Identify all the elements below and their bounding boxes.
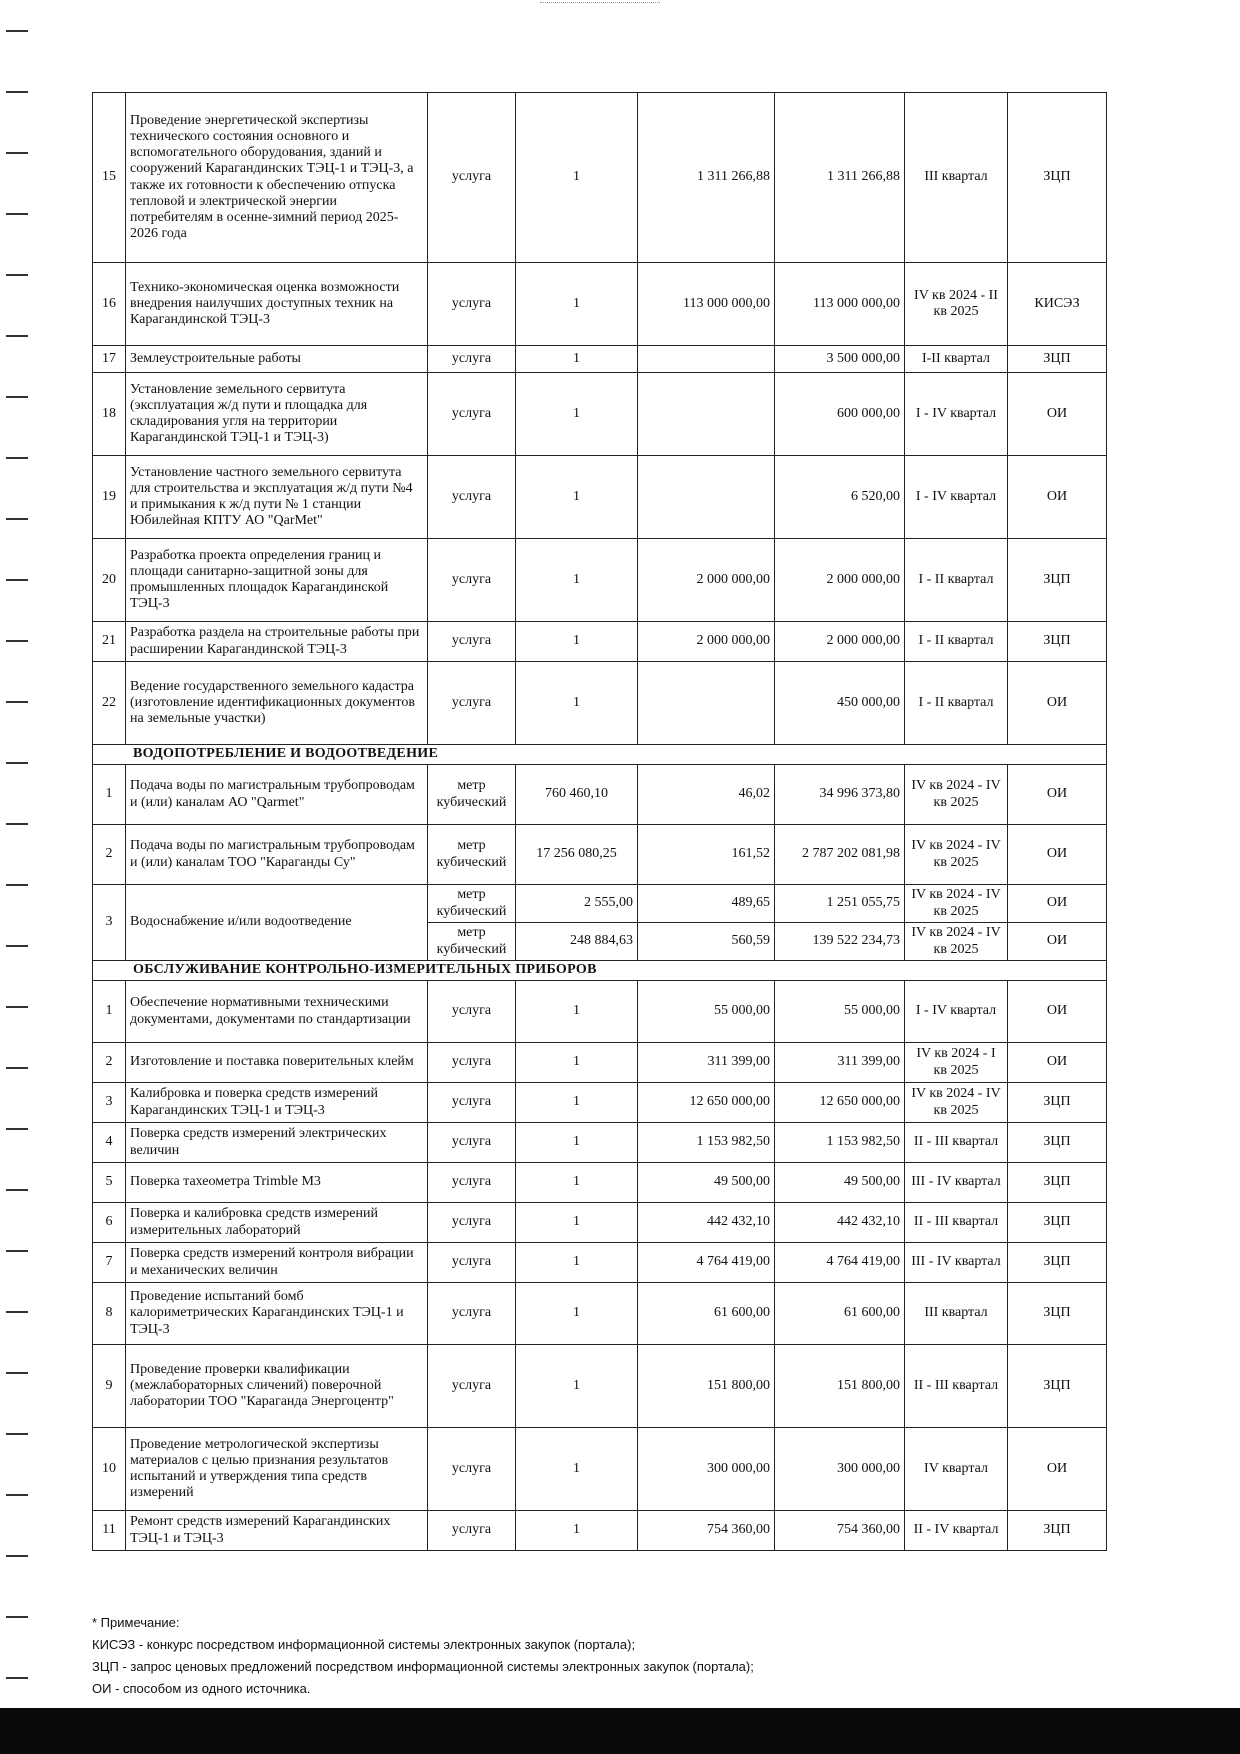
row-number: 5 xyxy=(93,1163,126,1203)
row-sum: 300 000,00 xyxy=(775,1428,905,1511)
row-price: 151 800,00 xyxy=(638,1345,775,1428)
row-number: 7 xyxy=(93,1243,126,1283)
row-price: 1 311 266,88 xyxy=(638,93,775,263)
row-price: 55 000,00 xyxy=(638,981,775,1043)
binding-mark xyxy=(6,213,28,216)
row-price: 489,65 xyxy=(638,885,775,923)
row-unit: услуга xyxy=(428,93,516,263)
row-method: ЗЦП xyxy=(1008,1083,1107,1123)
procurement-table-body xyxy=(93,93,1107,1551)
row-period: IV кв 2024 - IV кв 2025 xyxy=(905,825,1008,885)
row-period: IV кв 2024 - IV кв 2025 xyxy=(905,765,1008,825)
scan-top-mark xyxy=(540,2,660,5)
row-sum: 311 399,00 xyxy=(775,1043,905,1083)
row-unit: услуга xyxy=(428,622,516,662)
row-sum: 151 800,00 xyxy=(775,1345,905,1428)
row-name: Изготовление и поставка поверительных клейм xyxy=(126,1043,428,1083)
row-period: II - III квартал xyxy=(905,1203,1008,1243)
row-name: Поверка средств измерений электрических величин xyxy=(126,1123,428,1163)
binding-mark xyxy=(6,762,28,765)
row-method: ЗЦП xyxy=(1008,1123,1107,1163)
row-quantity: 1 xyxy=(516,263,638,346)
row-method: ЗЦП xyxy=(1008,1511,1107,1551)
row-number: 19 xyxy=(93,456,126,539)
footnote-zcp: ЗЦП - запрос ценовых предложений посредством информационной системы электронных закупок (портала); xyxy=(92,1659,754,1674)
section-title: ВОДОПОТРЕБЛЕНИЕ И ВОДООТВЕДЕНИЕ xyxy=(93,745,1107,765)
row-price xyxy=(638,662,775,745)
row-number: 4 xyxy=(93,1123,126,1163)
row-period: IV кв 2024 - II кв 2025 xyxy=(905,263,1008,346)
procurement-table xyxy=(92,92,1107,1551)
row-name: Поверка средств измерений контроля вибрации и механических величин xyxy=(126,1243,428,1283)
row-method: ОИ xyxy=(1008,825,1107,885)
row-unit: метр кубический xyxy=(428,885,516,923)
row-unit: услуга xyxy=(428,1428,516,1511)
row-name: Проведение проверки квалификации (межлабораторных сличений) поверочной лаборатории ТОО "Караганда Энергоцентр" xyxy=(126,1345,428,1428)
row-unit: услуга xyxy=(428,1123,516,1163)
row-period: IV квартал xyxy=(905,1428,1008,1511)
row-quantity: 1 xyxy=(516,539,638,622)
binding-mark xyxy=(6,1128,28,1131)
row-period: I - IV квартал xyxy=(905,981,1008,1043)
row-period: II - III квартал xyxy=(905,1345,1008,1428)
row-name: Ведение государственного земельного кадастра (изготовление идентификационных документов на земельные участки) xyxy=(126,662,428,745)
row-unit: услуга xyxy=(428,346,516,373)
row-name: Разработка раздела на строительные работы при расширении Карагандинской ТЭЦ-3 xyxy=(126,622,428,662)
footnote-oi: ОИ - способом из одного источника. xyxy=(92,1681,311,1696)
row-price xyxy=(638,373,775,456)
row-unit: услуга xyxy=(428,263,516,346)
row-unit: услуга xyxy=(428,373,516,456)
scan-bottom-edge xyxy=(0,1708,1240,1754)
binding-mark xyxy=(6,701,28,704)
row-sum: 1 153 982,50 xyxy=(775,1123,905,1163)
table-row xyxy=(93,456,1107,539)
row-sum: 600 000,00 xyxy=(775,373,905,456)
row-sum: 55 000,00 xyxy=(775,981,905,1043)
table-row xyxy=(93,981,1107,1043)
row-quantity: 248 884,63 xyxy=(516,923,638,961)
row-method: ЗЦП xyxy=(1008,1163,1107,1203)
row-quantity: 1 xyxy=(516,1083,638,1123)
row-price: 2 000 000,00 xyxy=(638,539,775,622)
binding-mark xyxy=(6,1555,28,1558)
row-sum: 4 764 419,00 xyxy=(775,1243,905,1283)
table-row xyxy=(93,539,1107,622)
row-price: 161,52 xyxy=(638,825,775,885)
row-quantity: 1 xyxy=(516,93,638,263)
binding-mark xyxy=(6,945,28,948)
row-number: 6 xyxy=(93,1203,126,1243)
row-method: ЗЦП xyxy=(1008,622,1107,662)
row-quantity: 1 xyxy=(516,1123,638,1163)
row-sum: 3 500 000,00 xyxy=(775,346,905,373)
table-row xyxy=(93,1283,1107,1345)
row-quantity: 1 xyxy=(516,373,638,456)
row-period: IV кв 2024 - IV кв 2025 xyxy=(905,1083,1008,1123)
row-period: IV кв 2024 - IV кв 2025 xyxy=(905,885,1008,923)
binding-mark xyxy=(6,1067,28,1070)
row-price: 12 650 000,00 xyxy=(638,1083,775,1123)
row-unit: услуга xyxy=(428,1163,516,1203)
binding-mark xyxy=(6,823,28,826)
row-period: I - II квартал xyxy=(905,622,1008,662)
row-quantity: 17 256 080,25 xyxy=(516,825,638,885)
binding-mark xyxy=(6,91,28,94)
binding-mark xyxy=(6,1433,28,1436)
row-number: 1 xyxy=(93,981,126,1043)
row-method: ОИ xyxy=(1008,373,1107,456)
row-quantity: 760 460,10 xyxy=(516,765,638,825)
row-method: ЗЦП xyxy=(1008,93,1107,263)
row-number: 1 xyxy=(93,765,126,825)
row-number: 20 xyxy=(93,539,126,622)
row-quantity: 2 555,00 xyxy=(516,885,638,923)
row-period: I - IV квартал xyxy=(905,373,1008,456)
table-row xyxy=(93,765,1107,825)
table-row xyxy=(93,373,1107,456)
row-unit: метр кубический xyxy=(428,923,516,961)
footnotes xyxy=(92,1612,1092,1700)
table-row xyxy=(93,1123,1107,1163)
row-unit: услуга xyxy=(428,1083,516,1123)
binding-mark xyxy=(6,457,28,460)
row-unit: услуга xyxy=(428,662,516,745)
row-name: Установление частного земельного сервитута для строительства и эксплуатация ж/д пути №4 и примыкания к ж/д пути № 1 станции Юбилейная КПТУ АО "QarMet" xyxy=(126,456,428,539)
row-sum: 1 251 055,75 xyxy=(775,885,905,923)
row-number: 9 xyxy=(93,1345,126,1428)
row-sum: 754 360,00 xyxy=(775,1511,905,1551)
row-method: ЗЦП xyxy=(1008,1203,1107,1243)
row-quantity: 1 xyxy=(516,1243,638,1283)
row-name: Технико-экономическая оценка возможности внедрения наилучших доступных техник на Карагандинской ТЭЦ-3 xyxy=(126,263,428,346)
binding-mark xyxy=(6,1311,28,1314)
row-price xyxy=(638,456,775,539)
table-row xyxy=(93,662,1107,745)
row-number: 10 xyxy=(93,1428,126,1511)
row-method: ЗЦП xyxy=(1008,1243,1107,1283)
row-name: Проведение метрологической экспертизы материалов с целью признания результатов испытаний и утверждения типа средств измерений xyxy=(126,1428,428,1511)
row-number: 2 xyxy=(93,825,126,885)
row-unit: услуга xyxy=(428,1243,516,1283)
row-sum: 2 787 202 081,98 xyxy=(775,825,905,885)
row-number: 15 xyxy=(93,93,126,263)
row-method: ЗЦП xyxy=(1008,1345,1107,1428)
row-quantity: 1 xyxy=(516,1203,638,1243)
row-sum: 2 000 000,00 xyxy=(775,539,905,622)
row-quantity: 1 xyxy=(516,662,638,745)
row-quantity: 1 xyxy=(516,1428,638,1511)
row-quantity: 1 xyxy=(516,1283,638,1345)
row-price: 560,59 xyxy=(638,923,775,961)
row-number: 2 xyxy=(93,1043,126,1083)
row-unit: метр кубический xyxy=(428,825,516,885)
row-period: I - IV квартал xyxy=(905,456,1008,539)
row-price: 46,02 xyxy=(638,765,775,825)
row-method: ЗЦП xyxy=(1008,346,1107,373)
row-quantity: 1 xyxy=(516,456,638,539)
row-sum: 2 000 000,00 xyxy=(775,622,905,662)
table-row xyxy=(93,1163,1107,1203)
row-unit: услуга xyxy=(428,1283,516,1345)
row-method: ОИ xyxy=(1008,923,1107,961)
table-row xyxy=(93,1243,1107,1283)
binding-mark xyxy=(6,1494,28,1497)
row-unit: услуга xyxy=(428,981,516,1043)
row-method: ОИ xyxy=(1008,662,1107,745)
row-unit: услуга xyxy=(428,1043,516,1083)
row-number: 3 xyxy=(93,1083,126,1123)
row-name: Обеспечение нормативными техническими документами, документами по стандартизации xyxy=(126,981,428,1043)
row-name: Поверка и калибровка средств измерений измерительных лабораторий xyxy=(126,1203,428,1243)
row-price: 4 764 419,00 xyxy=(638,1243,775,1283)
row-price: 2 000 000,00 xyxy=(638,622,775,662)
binding-mark xyxy=(6,335,28,338)
row-sum: 34 996 373,80 xyxy=(775,765,905,825)
binding-mark xyxy=(6,152,28,155)
binding-mark xyxy=(6,1372,28,1375)
table-row xyxy=(93,1511,1107,1551)
row-quantity: 1 xyxy=(516,1163,638,1203)
row-quantity: 1 xyxy=(516,1511,638,1551)
row-price: 1 153 982,50 xyxy=(638,1123,775,1163)
row-name: Проведение испытаний бомб калориметрических Карагандинских ТЭЦ-1 и ТЭЦ-3 xyxy=(126,1283,428,1345)
row-period: I - II квартал xyxy=(905,539,1008,622)
scan-binding-marks xyxy=(0,0,40,1700)
binding-mark xyxy=(6,518,28,521)
row-sum: 442 432,10 xyxy=(775,1203,905,1243)
row-price: 300 000,00 xyxy=(638,1428,775,1511)
table-row xyxy=(93,1083,1107,1123)
row-method: КИСЭЗ xyxy=(1008,263,1107,346)
row-name: Землеустроительные работы xyxy=(126,346,428,373)
binding-mark xyxy=(6,1616,28,1619)
row-unit: услуга xyxy=(428,1203,516,1243)
table-row xyxy=(93,263,1107,346)
row-quantity: 1 xyxy=(516,346,638,373)
binding-mark xyxy=(6,274,28,277)
row-method: ОИ xyxy=(1008,1428,1107,1511)
row-number: 17 xyxy=(93,346,126,373)
row-price: 754 360,00 xyxy=(638,1511,775,1551)
row-period: IV кв 2024 - IV кв 2025 xyxy=(905,923,1008,961)
row-period: IV кв 2024 - I кв 2025 xyxy=(905,1043,1008,1083)
row-unit: услуга xyxy=(428,1511,516,1551)
row-number: 3 xyxy=(93,885,126,961)
row-sum: 61 600,00 xyxy=(775,1283,905,1345)
row-method: ЗЦП xyxy=(1008,1283,1107,1345)
row-number: 21 xyxy=(93,622,126,662)
row-quantity: 1 xyxy=(516,622,638,662)
row-method: ОИ xyxy=(1008,981,1107,1043)
row-number: 11 xyxy=(93,1511,126,1551)
row-sum: 450 000,00 xyxy=(775,662,905,745)
table-row xyxy=(93,346,1107,373)
footnote-kisez: КИСЭЗ - конкурс посредством информационной системы электронных закупок (портала); xyxy=(92,1637,636,1652)
row-number: 22 xyxy=(93,662,126,745)
binding-mark xyxy=(6,1006,28,1009)
table-row xyxy=(93,1345,1107,1428)
row-method: ОИ xyxy=(1008,456,1107,539)
row-name: Подача воды по магистральным трубопроводам и (или) каналам АО "Qarmet" xyxy=(126,765,428,825)
row-name: Проведение энергетической экспертизы технического состояния основного и вспомогательного оборудования, зданий и сооружений Карагандинских ТЭЦ-1 и ТЭЦ-3, а также их готовности к обеспечению отпуска тепловой и электрической энергии потребителям в осенне-зимний период 2025-2026 года xyxy=(126,93,428,263)
row-quantity: 1 xyxy=(516,981,638,1043)
footnote-title: * Примечание: xyxy=(92,1615,180,1630)
table-row xyxy=(93,1428,1107,1511)
row-sum: 6 520,00 xyxy=(775,456,905,539)
row-unit: услуга xyxy=(428,1345,516,1428)
row-price: 49 500,00 xyxy=(638,1163,775,1203)
row-period: I - II квартал xyxy=(905,662,1008,745)
row-quantity: 1 xyxy=(516,1345,638,1428)
row-sum: 49 500,00 xyxy=(775,1163,905,1203)
row-name: Установление земельного сервитута (эксплуатация ж/д пути и площадка для складирования угля на территории Карагандинской ТЭЦ-1 и ТЭЦ-3) xyxy=(126,373,428,456)
row-name: Подача воды по магистральным трубопроводам и (или) каналам ТОО "Караганды Су" xyxy=(126,825,428,885)
binding-mark xyxy=(6,640,28,643)
row-period: III - IV квартал xyxy=(905,1243,1008,1283)
row-name: Водоснабжение и/или водоотведение xyxy=(126,885,428,961)
row-price: 61 600,00 xyxy=(638,1283,775,1345)
row-sum: 113 000 000,00 xyxy=(775,263,905,346)
row-method: ОИ xyxy=(1008,885,1107,923)
section-title: ОБСЛУЖИВАНИЕ КОНТРОЛЬНО-ИЗМЕРИТЕЛЬНЫХ ПРИБОРОВ xyxy=(93,961,1107,981)
row-method: ОИ xyxy=(1008,765,1107,825)
binding-mark xyxy=(6,1677,28,1680)
row-sum: 12 650 000,00 xyxy=(775,1083,905,1123)
binding-mark xyxy=(6,1189,28,1192)
row-period: II - III квартал xyxy=(905,1123,1008,1163)
row-price: 442 432,10 xyxy=(638,1203,775,1243)
row-name: Ремонт средств измерений Карагандинских ТЭЦ-1 и ТЭЦ-3 xyxy=(126,1511,428,1551)
binding-mark xyxy=(6,396,28,399)
table-row xyxy=(93,93,1107,263)
row-period: I-II квартал xyxy=(905,346,1008,373)
binding-mark xyxy=(6,579,28,582)
binding-mark xyxy=(6,884,28,887)
table-row xyxy=(93,885,1107,923)
row-unit: метр кубический xyxy=(428,765,516,825)
row-period: II - IV квартал xyxy=(905,1511,1008,1551)
row-unit: услуга xyxy=(428,539,516,622)
row-sum: 1 311 266,88 xyxy=(775,93,905,263)
row-unit: услуга xyxy=(428,456,516,539)
table-row xyxy=(93,1043,1107,1083)
row-price xyxy=(638,346,775,373)
row-number: 16 xyxy=(93,263,126,346)
row-method: ОИ xyxy=(1008,1043,1107,1083)
table-row xyxy=(93,825,1107,885)
row-sum: 139 522 234,73 xyxy=(775,923,905,961)
row-quantity: 1 xyxy=(516,1043,638,1083)
row-period: III квартал xyxy=(905,1283,1008,1345)
row-number: 8 xyxy=(93,1283,126,1345)
binding-mark xyxy=(6,1250,28,1253)
row-name: Поверка тахеометра Trimble M3 xyxy=(126,1163,428,1203)
binding-mark xyxy=(6,30,28,33)
section-row xyxy=(93,745,1107,765)
row-name: Разработка проекта определения границ и площади санитарно-защитной зоны для промышленных площадок Карагандинской ТЭЦ-3 xyxy=(126,539,428,622)
row-number: 18 xyxy=(93,373,126,456)
row-price: 311 399,00 xyxy=(638,1043,775,1083)
row-price: 113 000 000,00 xyxy=(638,263,775,346)
table-row xyxy=(93,1203,1107,1243)
row-period: III квартал xyxy=(905,93,1008,263)
row-period: III - IV квартал xyxy=(905,1163,1008,1203)
section-row xyxy=(93,961,1107,981)
row-name: Калибровка и поверка средств измерений Карагандинских ТЭЦ-1 и ТЭЦ-3 xyxy=(126,1083,428,1123)
table-row xyxy=(93,622,1107,662)
row-method: ЗЦП xyxy=(1008,539,1107,622)
